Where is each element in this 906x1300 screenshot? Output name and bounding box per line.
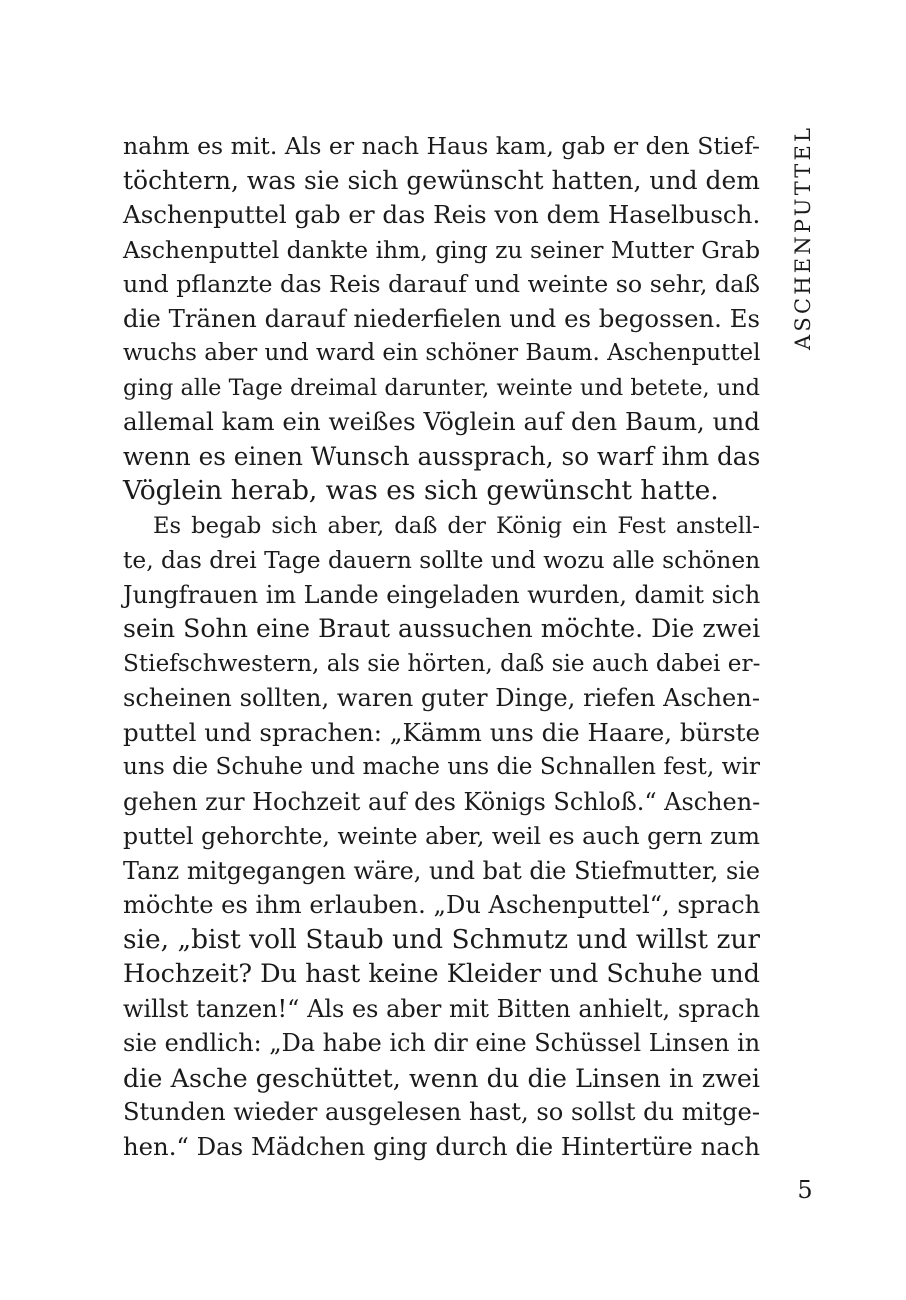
text-line: Hochzeit? Du hast keine Kleider und Schuhe und — [123, 959, 760, 989]
text-line: Stiefschwestern, als sie hörten, daß sie auch dabei er- — [123, 650, 761, 677]
text-line: sie, „bist voll Staub und Schmutz und willst zur — [123, 923, 760, 955]
text-line: Tanz mitgegangen wäre, und bat die Stiefmutter, sie — [123, 856, 760, 885]
paragraph-1 — [123, 129, 760, 509]
text-line: die Tränen darauf niederfielen und es begossen. Es — [123, 303, 760, 333]
text-line: wenn es einen Wunsch aussprach, so warf ihm das — [123, 441, 761, 471]
text-line: sein Sohn eine Braut aussuchen möchte. Die zwei — [123, 614, 761, 643]
page-number: 5 — [797, 1176, 813, 1204]
text-line: Es begab sich aber, daß der König ein Fest anstell- — [153, 512, 760, 539]
text-line: die Asche geschüttet, wenn du die Linsen in zwei — [123, 1062, 760, 1093]
text-line: und pflanzte das Reis darauf und weinte so sehr, daß — [123, 270, 760, 298]
text-line: nahm es mit. Als er nach Haus kam, gab er den Stief- — [123, 132, 760, 160]
text-line: puttel und sprachen: „Kämm uns die Haare, bürste — [123, 717, 760, 747]
text-line: te, das drei Tage dauern sollte und wozu alle schönen — [123, 546, 761, 574]
text-line: Aschenputtel gab er das Reis von dem Haselbusch. — [123, 200, 761, 229]
text-line: hen.“ Das Mädchen ging durch die Hintertüre nach — [123, 1131, 760, 1161]
text-line: willst tanzen!“ Als es aber mit Bitten anhielt, sprach — [123, 994, 760, 1023]
text-line: sie endlich: „Da habe ich dir eine Schüssel Linsen in — [123, 1029, 761, 1057]
text-line: puttel gehorchte, weinte aber, weil es auch gern zum — [123, 822, 760, 850]
text-line: Jungfrauen im Lande eingeladen wurden, damit sich — [123, 580, 761, 609]
text-line: Vöglein herab, was es sich gewünscht hatte. — [123, 475, 719, 506]
text-line: ging alle Tage dreimal darunter, weinte und betete, und — [123, 374, 760, 401]
text-line: Stunden wieder ausgelesen hast, so sollst du mitge- — [123, 1098, 760, 1126]
text-line: wuchs aber und ward ein schöner Baum. Aschenputtel — [123, 340, 761, 366]
text-line: Aschenputtel dankte ihm, ging zu seiner Mutter Grab — [123, 235, 761, 264]
text-line: möchte es ihm erlauben. „Du Aschenputtel“, sprach — [123, 891, 761, 919]
running-head: ASCHENPUTTEL — [791, 124, 815, 350]
body-text — [123, 129, 760, 1164]
text-line: gehen zur Hochzeit auf des Königs Schloß.“ Aschen- — [123, 787, 761, 816]
text-line: scheinen sollten, waren guter Dinge, riefen Aschen- — [123, 684, 760, 712]
text-line: uns die Schuhe und mache uns die Schnallen fest, wir — [123, 753, 760, 780]
text-line: allemal kam ein weißes Vöglein auf den Baum, und — [123, 407, 761, 436]
text-line: töchtern, was sie sich gewünscht hatten, und dem — [123, 165, 760, 195]
paragraph-2 — [123, 509, 760, 1165]
